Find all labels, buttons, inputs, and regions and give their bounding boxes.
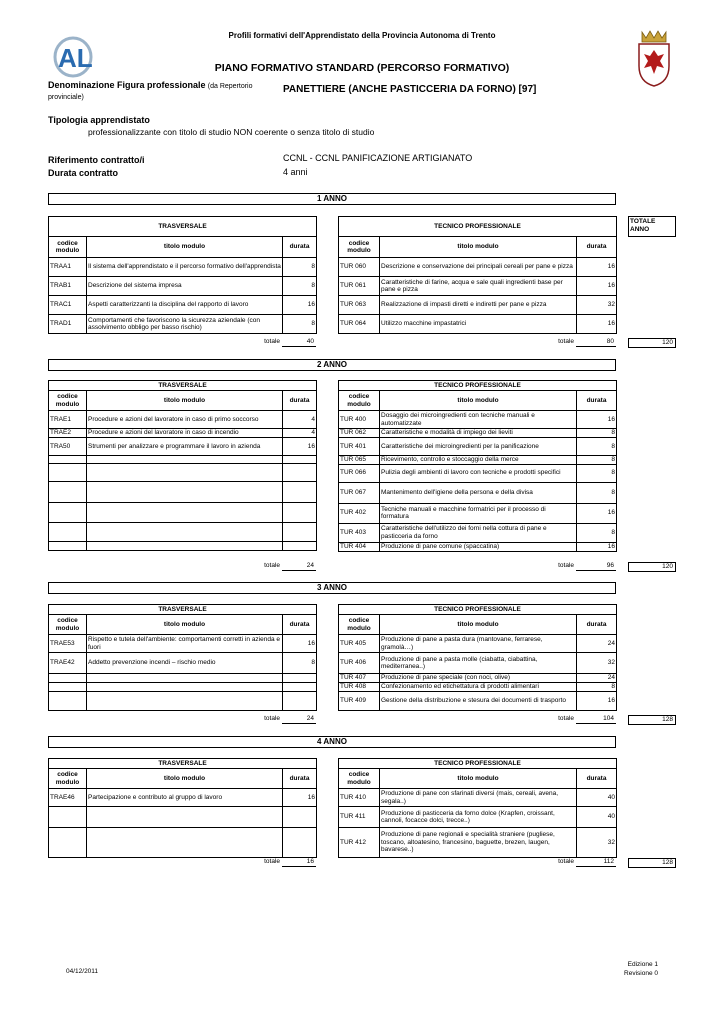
module-duration <box>283 542 317 551</box>
tecnico-header: TECNICO PROFESSIONALE <box>339 605 617 615</box>
table-row <box>339 258 617 277</box>
module-title: Procedure e azioni del lavoratore in caso di primo soccorso <box>87 411 283 429</box>
trasversale-totale-label: totale <box>264 338 280 345</box>
module-code: TUR 406 <box>339 653 380 674</box>
tecnico-totale-label: totale <box>558 338 574 345</box>
svg-text:AL: AL <box>58 43 93 73</box>
titolo-header: titolo modulo <box>87 769 283 789</box>
module-title: Produzione di pane a pasta molle (ciabatta, ciabattina, mediterranea..) <box>380 653 577 674</box>
module-code <box>49 683 87 692</box>
table-row <box>49 807 317 828</box>
module-title: Realizzazione di impasti diretti e indiretti per pane e pizza <box>380 296 577 315</box>
module-duration <box>283 828 317 858</box>
module-title <box>87 482 283 503</box>
tecnico-header: TECNICO PROFESSIONALE <box>339 217 617 237</box>
module-code <box>49 692 87 711</box>
module-duration: 4 <box>283 429 317 438</box>
module-code <box>49 503 87 523</box>
table-row <box>339 411 617 429</box>
durata-header: durata <box>283 237 317 258</box>
tecnico-table <box>338 758 617 858</box>
titolo-header: titolo modulo <box>380 237 577 258</box>
table-row <box>339 315 617 334</box>
footer-edition <box>600 960 658 978</box>
titolo-header: titolo modulo <box>87 237 283 258</box>
module-code: TUR 411 <box>339 807 380 828</box>
table-row <box>49 464 317 482</box>
table-row <box>49 523 317 542</box>
denominazione-label: Denominazione Figura professionale (da Repertorio provinciale) <box>48 80 253 101</box>
module-title: Caratteristiche di farine, acqua e sale quali ingredienti base per pane e pizza <box>380 277 577 296</box>
year-header: 2 ANNO <box>48 359 616 371</box>
module-code <box>49 542 87 551</box>
module-title <box>87 523 283 542</box>
table-row <box>49 683 317 692</box>
table-row <box>339 635 617 653</box>
module-code: TUR 063 <box>339 296 380 315</box>
year-header: 4 ANNO <box>48 736 616 748</box>
module-title <box>87 828 283 858</box>
module-duration: 8 <box>577 456 617 465</box>
module-code: TRAA1 <box>49 258 87 277</box>
module-duration: 16 <box>577 258 617 277</box>
module-code <box>49 523 87 542</box>
module-title: Produzione di pane a pasta dura (mantovane, ferrarese, gramolà…) <box>380 635 577 653</box>
durata-header: durata <box>577 237 617 258</box>
durata-header: durata <box>577 391 617 411</box>
trasversale-header: TRASVERSALE <box>49 381 317 391</box>
module-title <box>87 807 283 828</box>
module-duration: 24 <box>577 635 617 653</box>
totale-anno-header: TOTALE ANNO <box>628 216 676 237</box>
module-duration: 8 <box>577 429 617 438</box>
module-duration: 8 <box>283 258 317 277</box>
module-duration: 16 <box>283 438 317 456</box>
module-code: TUR 408 <box>339 683 380 692</box>
table-row <box>339 807 617 828</box>
module-code <box>49 828 87 858</box>
module-duration: 8 <box>283 277 317 296</box>
titolo-header: titolo modulo <box>380 615 577 635</box>
module-title: Dosaggio dei microingredienti con tecniche manuali e automatizzate <box>380 411 577 429</box>
module-duration: 16 <box>283 789 317 807</box>
codice-header: codice modulo <box>49 391 87 411</box>
module-duration: 8 <box>577 438 617 456</box>
tecnico-totale-value: 96 <box>576 562 616 571</box>
module-duration: 8 <box>283 315 317 334</box>
codice-header: codice modulo <box>49 769 87 789</box>
module-code <box>49 482 87 503</box>
durata-header: durata <box>283 769 317 789</box>
table-row <box>49 277 317 296</box>
module-duration <box>283 692 317 711</box>
module-duration: 16 <box>283 296 317 315</box>
module-code: TUR 064 <box>339 315 380 334</box>
module-code: TUR 412 <box>339 828 380 858</box>
titolo-header: titolo modulo <box>380 769 577 789</box>
tecnico-table <box>338 604 617 711</box>
durata-header: durata <box>577 769 617 789</box>
module-title <box>87 683 283 692</box>
table-row <box>49 828 317 858</box>
module-title: Tecniche manuali e macchine formatrici per il processo di formatura <box>380 503 577 523</box>
table-row <box>339 277 617 296</box>
trasversale-header: TRASVERSALE <box>49 759 317 769</box>
trasversale-totale-label: totale <box>264 562 280 569</box>
module-code: TUR 409 <box>339 692 380 711</box>
module-title: Produzione di pane regionali e specialità straniere (pugliese, toscano, altoatesino, francesino, baguette, brezen, laugen, bavarese..) <box>380 828 577 858</box>
table-row <box>339 482 617 503</box>
module-title: Rispetto e tutela dell'ambiente: comportamenti corretti in azienda e fuori <box>87 635 283 653</box>
table-row <box>49 692 317 711</box>
trasversale-totale-value: 24 <box>282 715 316 724</box>
module-code: TRAE42 <box>49 653 87 674</box>
trasversale-totale-value: 16 <box>282 858 316 867</box>
module-title <box>87 503 283 523</box>
module-duration: 8 <box>577 482 617 503</box>
module-code: TRAB1 <box>49 277 87 296</box>
module-duration <box>283 683 317 692</box>
module-title: Confezionamento ed etichettatura di prodotti alimentari <box>380 683 577 692</box>
table-row <box>339 429 617 438</box>
module-code: TRAE53 <box>49 635 87 653</box>
table-row <box>339 542 617 551</box>
table-row <box>339 692 617 711</box>
codice-header: codice modulo <box>339 391 380 411</box>
totale-anno-value: 120 <box>628 338 676 348</box>
module-code: TUR 062 <box>339 429 380 438</box>
trasversale-totale-value: 40 <box>282 338 316 347</box>
table-row <box>339 828 617 858</box>
module-code: TRAD1 <box>49 315 87 334</box>
module-code: TUR 067 <box>339 482 380 503</box>
tecnico-totale-label: totale <box>558 715 574 722</box>
table-row <box>339 789 617 807</box>
table-row <box>49 542 317 551</box>
module-title <box>87 692 283 711</box>
tecnico-totale-value: 104 <box>576 715 616 724</box>
revision-text: Revisione 0 <box>624 970 658 977</box>
module-duration: 40 <box>577 807 617 828</box>
module-duration <box>283 482 317 503</box>
table-row <box>339 456 617 465</box>
table-row <box>339 438 617 456</box>
module-duration: 16 <box>283 635 317 653</box>
module-duration: 16 <box>577 503 617 523</box>
top-title: Profili formativi dell'Apprendistato della Provincia Autonoma di Trento <box>228 31 496 40</box>
module-title: Procedure e azioni del lavoratore in caso di incendio <box>87 429 283 438</box>
tecnico-header: TECNICO PROFESSIONALE <box>339 381 617 391</box>
module-code <box>49 464 87 482</box>
totale-anno-value: 128 <box>628 858 676 868</box>
trasversale-totale-value: 24 <box>282 562 316 571</box>
trasversale-totale-label: totale <box>264 715 280 722</box>
trasversale-table <box>48 216 317 334</box>
module-code: TRAE2 <box>49 429 87 438</box>
table-row <box>49 296 317 315</box>
table-row <box>339 523 617 542</box>
tecnico-header: TECNICO PROFESSIONALE <box>339 759 617 769</box>
trasversale-table <box>48 380 317 551</box>
module-duration <box>283 674 317 683</box>
table-row <box>49 258 317 277</box>
module-title: Produzione di pane comune (spaccatina) <box>380 542 577 551</box>
module-duration <box>283 456 317 464</box>
module-title: Aspetti caratterizzanti la disciplina del rapporto di lavoro <box>87 296 283 315</box>
footer-date: 04/12/2011 <box>66 968 99 975</box>
module-code: TUR 066 <box>339 464 380 482</box>
module-title: Addetto prevenzione incendi – rischio medio <box>87 653 283 674</box>
table-row <box>339 653 617 674</box>
tecnico-totale-value: 80 <box>576 338 616 347</box>
riferimento-value: CCNL - CCNL PANIFICAZIONE ARTIGIANATO <box>283 153 473 163</box>
table-row <box>49 438 317 456</box>
tecnico-totale-label: totale <box>558 858 574 865</box>
module-code <box>49 807 87 828</box>
tipologia-label: Tipologia apprendistato <box>48 115 150 125</box>
module-code: TUR 400 <box>339 411 380 429</box>
module-code: TUR 410 <box>339 789 380 807</box>
module-title <box>87 464 283 482</box>
tecnico-totale-label: totale <box>558 562 574 569</box>
province-crest <box>636 28 672 88</box>
module-code: TUR 402 <box>339 503 380 523</box>
module-code <box>49 674 87 683</box>
durata-header: durata <box>283 615 317 635</box>
table-row <box>49 653 317 674</box>
table-row <box>339 464 617 482</box>
module-title: Mantenimento dell'igiene della persona e della divisa <box>380 482 577 503</box>
codice-header: codice modulo <box>339 769 380 789</box>
module-title: Produzione di pane speciale (con noci, olive) <box>380 674 577 683</box>
module-duration: 8 <box>283 653 317 674</box>
module-code: TUR 407 <box>339 674 380 683</box>
module-duration: 16 <box>577 692 617 711</box>
trasversale-totale-label: totale <box>264 858 280 865</box>
module-title: Descrizione del sistema impresa <box>87 277 283 296</box>
table-row <box>49 482 317 503</box>
table-row <box>49 789 317 807</box>
module-code: TUR 401 <box>339 438 380 456</box>
module-duration <box>283 523 317 542</box>
module-duration: 8 <box>577 523 617 542</box>
main-title: PIANO FORMATIVO STANDARD (PERCORSO FORMATIVO) <box>214 62 510 74</box>
table-row <box>49 315 317 334</box>
module-duration: 24 <box>577 674 617 683</box>
module-duration: 4 <box>283 411 317 429</box>
module-title: Descrizione e conservazione dei principali cereali per pane e pizza <box>380 258 577 277</box>
table-row <box>49 429 317 438</box>
codice-header: codice modulo <box>49 237 87 258</box>
tipologia-value: professionalizzante con titolo di studio NON coerente o senza titolo di studio <box>88 127 375 137</box>
table-row <box>339 296 617 315</box>
module-duration: 16 <box>577 277 617 296</box>
module-code: TRAE1 <box>49 411 87 429</box>
module-code: TUR 405 <box>339 635 380 653</box>
module-title: Partecipazione e contributo al gruppo di lavoro <box>87 789 283 807</box>
module-title <box>87 456 283 464</box>
table-row <box>339 683 617 692</box>
totale-anno-value: 120 <box>628 562 676 572</box>
trasversale-table <box>48 604 317 711</box>
durata-value: 4 anni <box>283 167 308 177</box>
codice-header: codice modulo <box>339 237 380 258</box>
module-duration <box>283 807 317 828</box>
table-row <box>49 503 317 523</box>
denominazione-value: PANETTIERE (ANCHE PASTICCERIA DA FORNO) [97] <box>283 84 537 95</box>
table-row <box>49 674 317 683</box>
titolo-header: titolo modulo <box>380 391 577 411</box>
table-row <box>49 456 317 464</box>
module-duration: 16 <box>577 542 617 551</box>
module-title: Caratteristiche dei microingredienti per la panificazione <box>380 438 577 456</box>
edition-text: Edizione 1 <box>627 961 658 968</box>
table-row <box>339 674 617 683</box>
module-title: Strumenti per analizzare e programmare il lavoro in azienda <box>87 438 283 456</box>
durata-label: Durata contratto <box>48 168 119 178</box>
module-duration: 8 <box>577 464 617 482</box>
module-title <box>87 542 283 551</box>
module-duration: 32 <box>577 296 617 315</box>
year-header: 1 ANNO <box>48 193 616 205</box>
module-duration: 40 <box>577 789 617 807</box>
table-row <box>49 411 317 429</box>
trasversale-table <box>48 758 317 858</box>
module-duration: 16 <box>577 315 617 334</box>
module-code: TUR 403 <box>339 523 380 542</box>
module-title: Caratteristiche e modalità di impiego dei lieviti <box>380 429 577 438</box>
module-code: TRAE46 <box>49 789 87 807</box>
module-title: Il sistema dell'apprendistato e il percorso formativo dell'apprendista <box>87 258 283 277</box>
table-row <box>339 503 617 523</box>
module-title: Utilizzo macchine impastatrici <box>380 315 577 334</box>
codice-header: codice modulo <box>339 615 380 635</box>
table-row <box>49 635 317 653</box>
module-title: Produzione di pasticceria da forno dolce (Krapfen, croissant, cannoli, focacce dolci, trecce..) <box>380 807 577 828</box>
module-duration <box>283 503 317 523</box>
trasversale-header: TRASVERSALE <box>49 217 317 237</box>
module-duration: 8 <box>577 683 617 692</box>
codice-header: codice modulo <box>49 615 87 635</box>
tecnico-totale-value: 112 <box>576 858 616 867</box>
module-code: TRA50 <box>49 438 87 456</box>
module-code: TUR 061 <box>339 277 380 296</box>
module-duration: 32 <box>577 828 617 858</box>
trasversale-header: TRASVERSALE <box>49 605 317 615</box>
module-title: Caratteristiche dell'utilizzo dei forni nella cottura di pane e pasticceria da forno <box>380 523 577 542</box>
module-title: Comportamenti che favoriscono la sicurezza aziendale (con assolvimento obbligo per basso rischio) <box>87 315 283 334</box>
totale-anno-value: 128 <box>628 715 676 725</box>
module-title: Ricevimento, controllo e stoccaggio della merce <box>380 456 577 465</box>
titolo-header: titolo modulo <box>87 615 283 635</box>
titolo-header: titolo modulo <box>87 391 283 411</box>
tecnico-table <box>338 216 617 334</box>
module-duration: 16 <box>577 411 617 429</box>
year-header: 3 ANNO <box>48 582 616 594</box>
module-code: TUR 060 <box>339 258 380 277</box>
tecnico-table <box>338 380 617 552</box>
module-code <box>49 456 87 464</box>
module-title: Pulizia degli ambienti di lavoro con tecniche e prodotti specifici <box>380 464 577 482</box>
module-duration <box>283 464 317 482</box>
module-code: TUR 404 <box>339 542 380 551</box>
durata-header: durata <box>283 391 317 411</box>
module-code: TUR 065 <box>339 456 380 465</box>
module-title: Gestione della distribuzione e stesura dei documenti di trasporto <box>380 692 577 711</box>
module-duration: 32 <box>577 653 617 674</box>
module-title: Produzione di pane con sfarinati diversi (mais, cereali, avena, segala..) <box>380 789 577 807</box>
module-code: TRAC1 <box>49 296 87 315</box>
riferimento-label: Riferimento contratto/i <box>48 155 145 165</box>
module-title <box>87 674 283 683</box>
durata-header: durata <box>577 615 617 635</box>
